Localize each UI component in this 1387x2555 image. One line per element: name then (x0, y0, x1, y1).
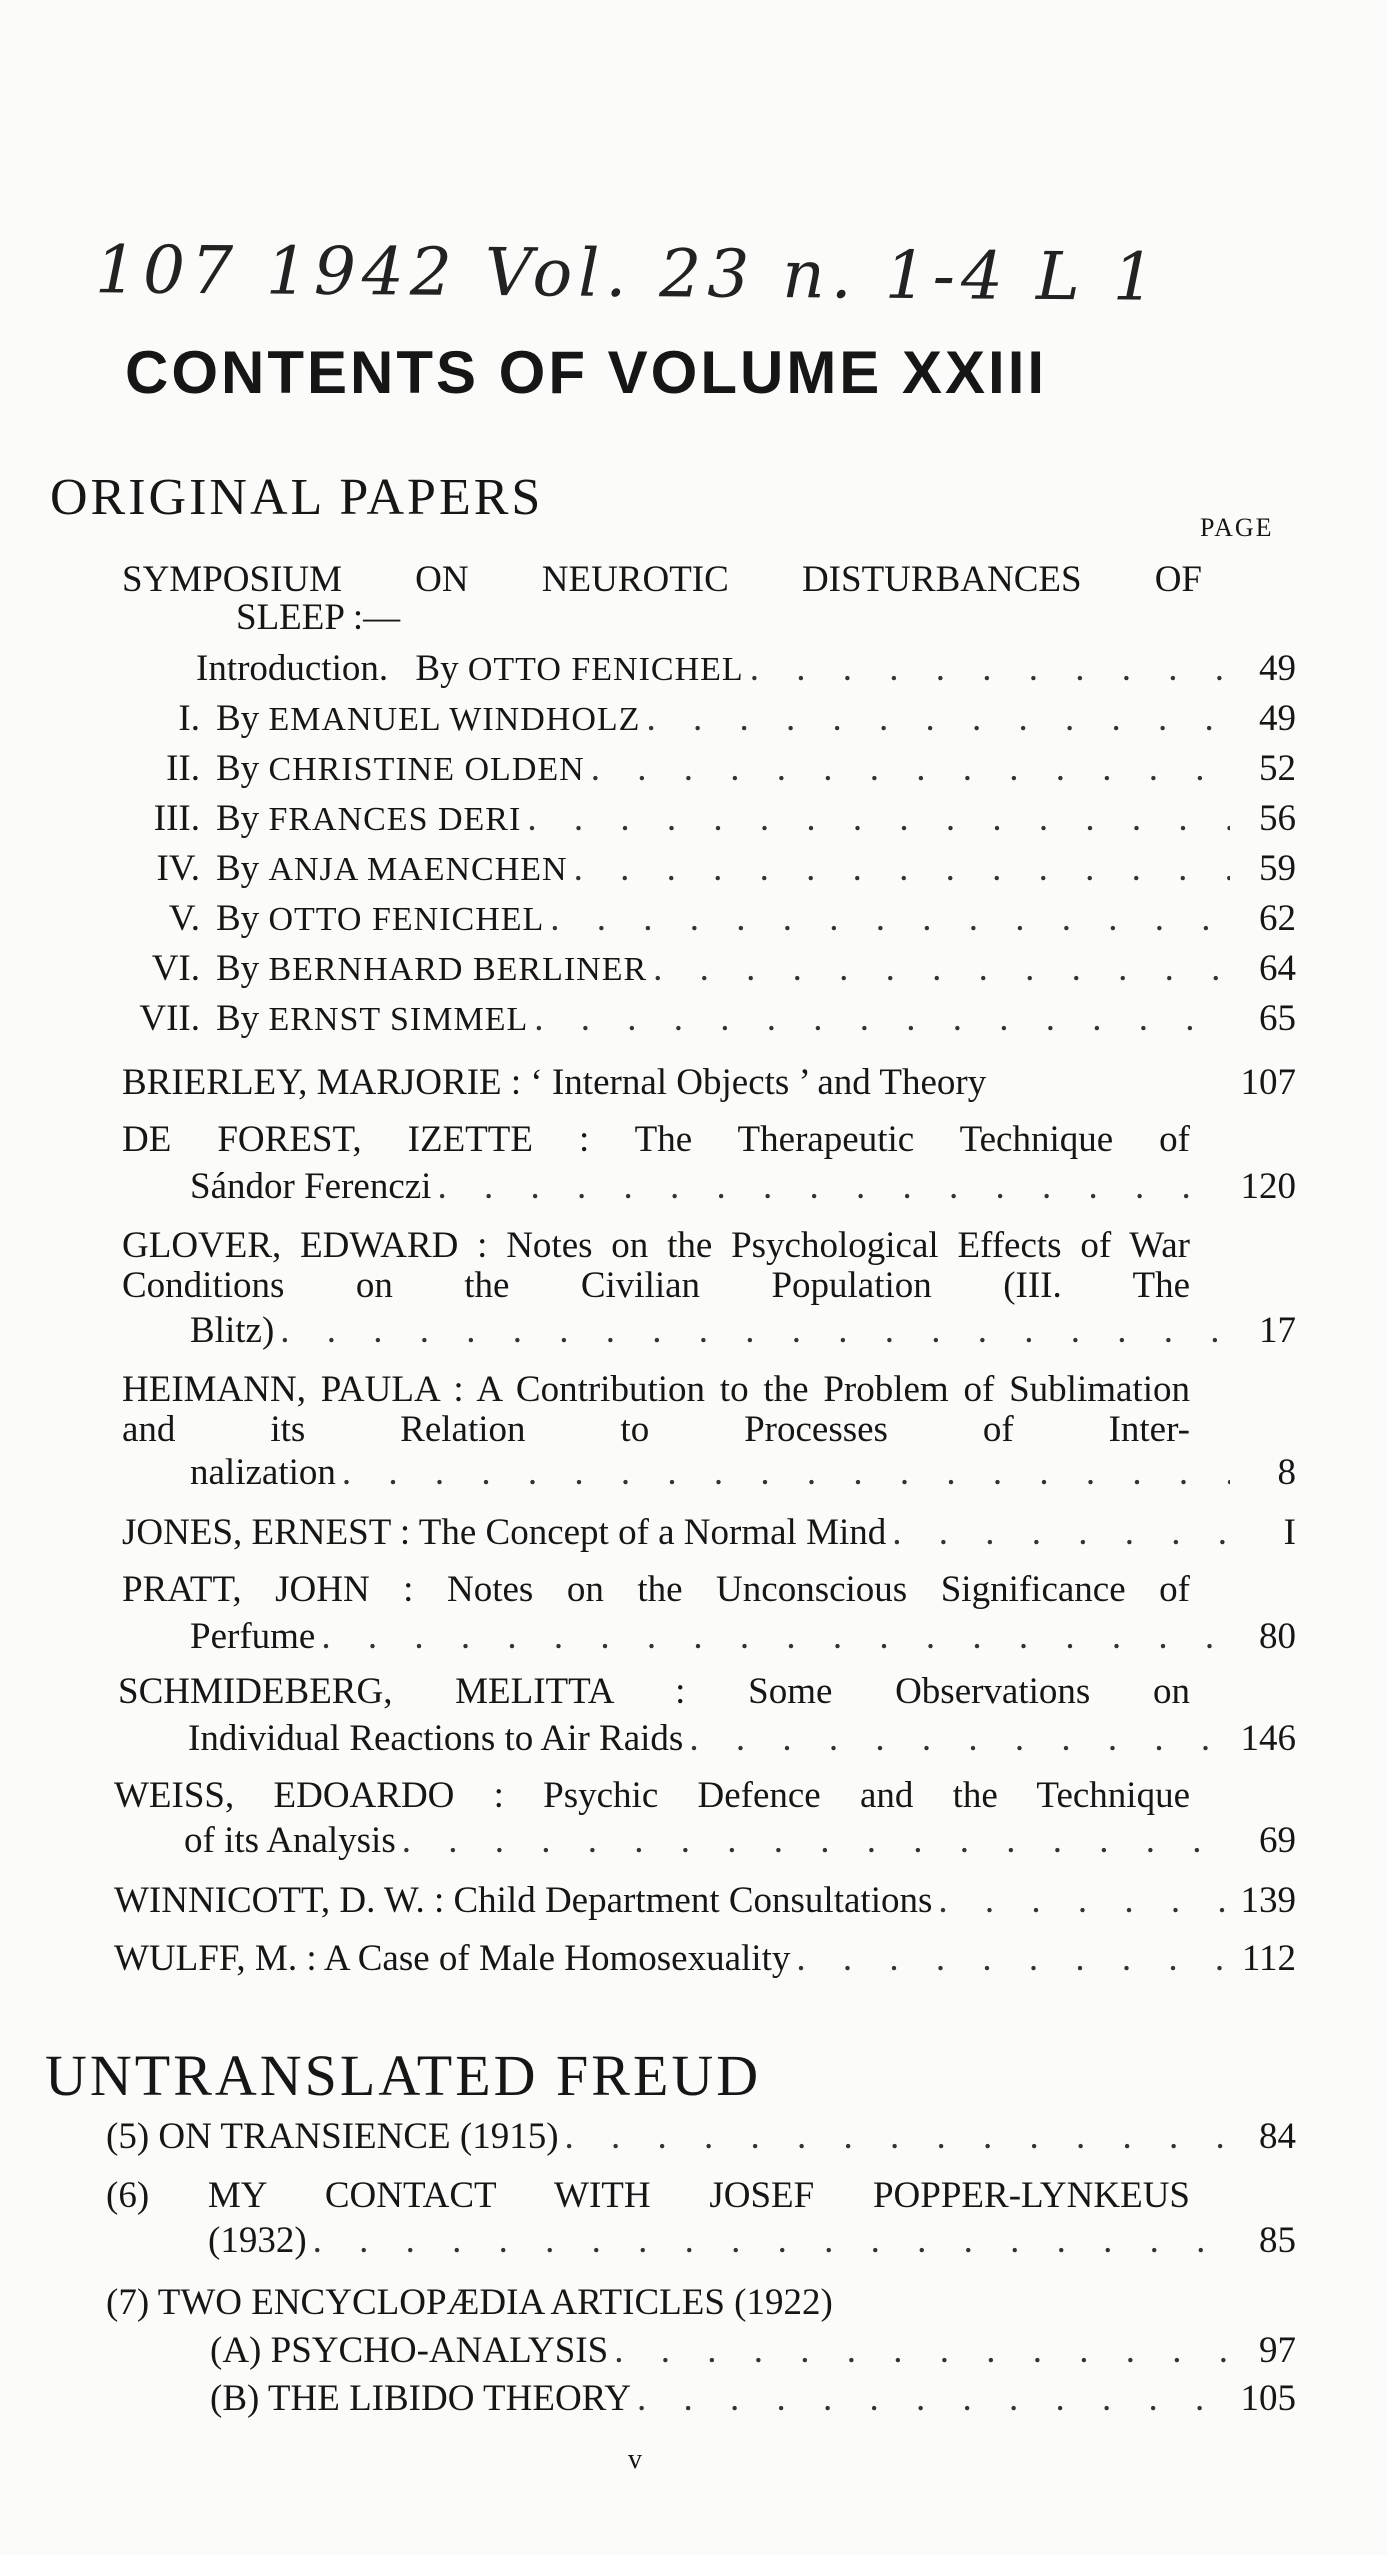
dot-leader (750, 647, 1230, 690)
toc-entry-paper-last: Individual Reactions to Air Raids . . . 146 (188, 1716, 1296, 1760)
dot-leader (591, 747, 1230, 790)
dot-leader (437, 1165, 1230, 1208)
page-number: 84 (1259, 2116, 1296, 2157)
dot-leader (653, 947, 1230, 990)
toc-entry-paper: WULFF, M. : A Case of Male Homosexuality . . . 112 (114, 1936, 1296, 1980)
section-untranslated-freud: UNTRANSLATED FREUD (45, 2043, 762, 2108)
toc-entry-paper: BRIERLEY, MARJORIE : ‘ Internal Objects ’ and Theory 107 (122, 1062, 1296, 1103)
toc-entry-freud-first: (6) MY CONTACT WITH JOSEF POPPER-LYNKEUS (106, 2175, 1190, 2216)
toc-entry-part: II. By CHRISTINE OLDEN . . . 52 (130, 746, 1296, 790)
toc-entry-freud-sub: (B) THE LIBIDO THEORY . . . 105 (210, 2376, 1296, 2420)
toc-entry-introduction (196, 646, 1296, 690)
page-number: 112 (1241, 1938, 1296, 1979)
toc-entry-paper: JONES, ERNEST : The Concept of a Normal Mind . . . I (122, 1510, 1296, 1554)
dot-leader (646, 697, 1230, 740)
dot-leader (565, 2115, 1230, 2158)
dot-leader (796, 1937, 1230, 1980)
dot-leader (892, 1511, 1230, 1554)
toc-entry-paper-last: Perfume . . . 80 (190, 1614, 1296, 1658)
page-number: 56 (1259, 798, 1296, 839)
symposium-heading: SYMPOSIUM ON NEUROTIC DISTURBANCES OF (122, 559, 1202, 600)
toc-entry-part: VI. By BERNHARD BERLINER . . . 64 (130, 946, 1296, 990)
symposium-heading-cont: SLEEP :— (236, 597, 401, 638)
page-number: 52 (1259, 748, 1296, 789)
toc-entry-freud: (5) ON TRANSIENCE (1915) . . . 84 (106, 2114, 1296, 2158)
toc-entry-paper-last: Sándor Ferenczi . . . 120 (190, 1164, 1296, 1208)
page-number: 17 (1259, 1310, 1296, 1351)
toc-entry-paper-first: DE FOREST, IZETTE : The Therapeutic Technique of (122, 1119, 1190, 1160)
page-number: 8 (1277, 1452, 1296, 1493)
toc-entry-paper: WINNICOTT, D. W. : Child Department Consultations . . . 139 (114, 1878, 1296, 1922)
page-number: I (1283, 1512, 1296, 1553)
toc-entry-paper-last: Blitz) . . . 17 (190, 1308, 1296, 1352)
page-number: 97 (1259, 2330, 1296, 2371)
page-number: 146 (1240, 1718, 1296, 1759)
dot-leader (527, 797, 1230, 840)
page-number: 85 (1259, 2220, 1296, 2261)
toc-entry-freud-last: (1932) . . . 85 (208, 2218, 1296, 2262)
dot-leader (689, 1717, 1230, 1760)
handwritten-shelf-note: 107 1942 Vol. 23 n. 1-4 L 1 (94, 231, 1162, 316)
dot-leader (321, 1615, 1230, 1658)
toc-entry-paper-first: PRATT, JOHN : Notes on the Unconscious Significance of (122, 1569, 1190, 1610)
page-number: 65 (1259, 998, 1296, 1039)
page-number: 107 (1240, 1062, 1296, 1103)
page-number: 105 (1240, 2378, 1296, 2419)
page-column-label: PAGE (1200, 513, 1274, 542)
page-number: 49 (1259, 648, 1296, 689)
page-number: 120 (1240, 1166, 1296, 1207)
dot-leader (280, 1309, 1230, 1352)
toc-entry-paper-first: WEISS, EDOARDO : Psychic Defence and the Technique (114, 1775, 1190, 1816)
dot-leader (534, 997, 1230, 1040)
page-number: 69 (1259, 1820, 1296, 1861)
page-number: 139 (1240, 1880, 1296, 1921)
toc-entry-part: IV. By ANJA MAENCHEN . . . 59 (130, 846, 1296, 890)
dot-leader (342, 1451, 1230, 1494)
toc-entry-part: VII. By ERNST SIMMEL . . . 65 (130, 996, 1296, 1040)
page-number: 59 (1259, 848, 1296, 889)
dot-leader (402, 1819, 1230, 1862)
section-original-papers: ORIGINAL PAPERS (50, 469, 544, 526)
dot-leader (637, 2377, 1230, 2420)
toc-entry-freud: (7) TWO ENCYCLOPÆDIA ARTICLES (1922) (106, 2282, 833, 2323)
toc-entry-part: V. By OTTO FENICHEL . . . 62 (130, 896, 1296, 940)
toc-entry-paper-first: SCHMIDEBERG, MELITTA : Some Observations on (118, 1671, 1190, 1712)
dot-leader (614, 2329, 1230, 2372)
page-number: 49 (1259, 698, 1296, 739)
page-number: 62 (1259, 898, 1296, 939)
toc-entry-part: III. By FRANCES DERI . . . 56 (130, 796, 1296, 840)
page-number: 64 (1259, 948, 1296, 989)
entry-text: Introduction. By OTTO FENICHEL (196, 648, 744, 689)
toc-entry-paper-first: HEIMANN, PAULA : A Contribution to the Problem of Sublimation and its Relation to Processes of Inter- (122, 1369, 1190, 1450)
dot-leader (938, 1879, 1230, 1922)
toc-entry-freud-sub: (A) PSYCHO-ANALYSIS . . . 97 (210, 2328, 1296, 2372)
dot-leader (574, 847, 1230, 890)
page-folio: v (628, 2444, 642, 2475)
toc-entry-part: I. By EMANUEL WINDHOLZ . . . 49 (130, 696, 1296, 740)
toc-entry-paper-last: nalization . . . 8 (190, 1450, 1296, 1494)
page-number: 80 (1259, 1616, 1296, 1657)
page-title: CONTENTS OF VOLUME XXIII (125, 339, 1048, 406)
toc-entry-paper-last: of its Analysis . . . 69 (184, 1818, 1296, 1862)
dot-leader (550, 897, 1230, 940)
toc-entry-paper-first: GLOVER, EDWARD : Notes on the Psychological Effects of War Conditions on the Civilian Population (III. The (122, 1225, 1190, 1306)
dot-leader (313, 2219, 1230, 2262)
